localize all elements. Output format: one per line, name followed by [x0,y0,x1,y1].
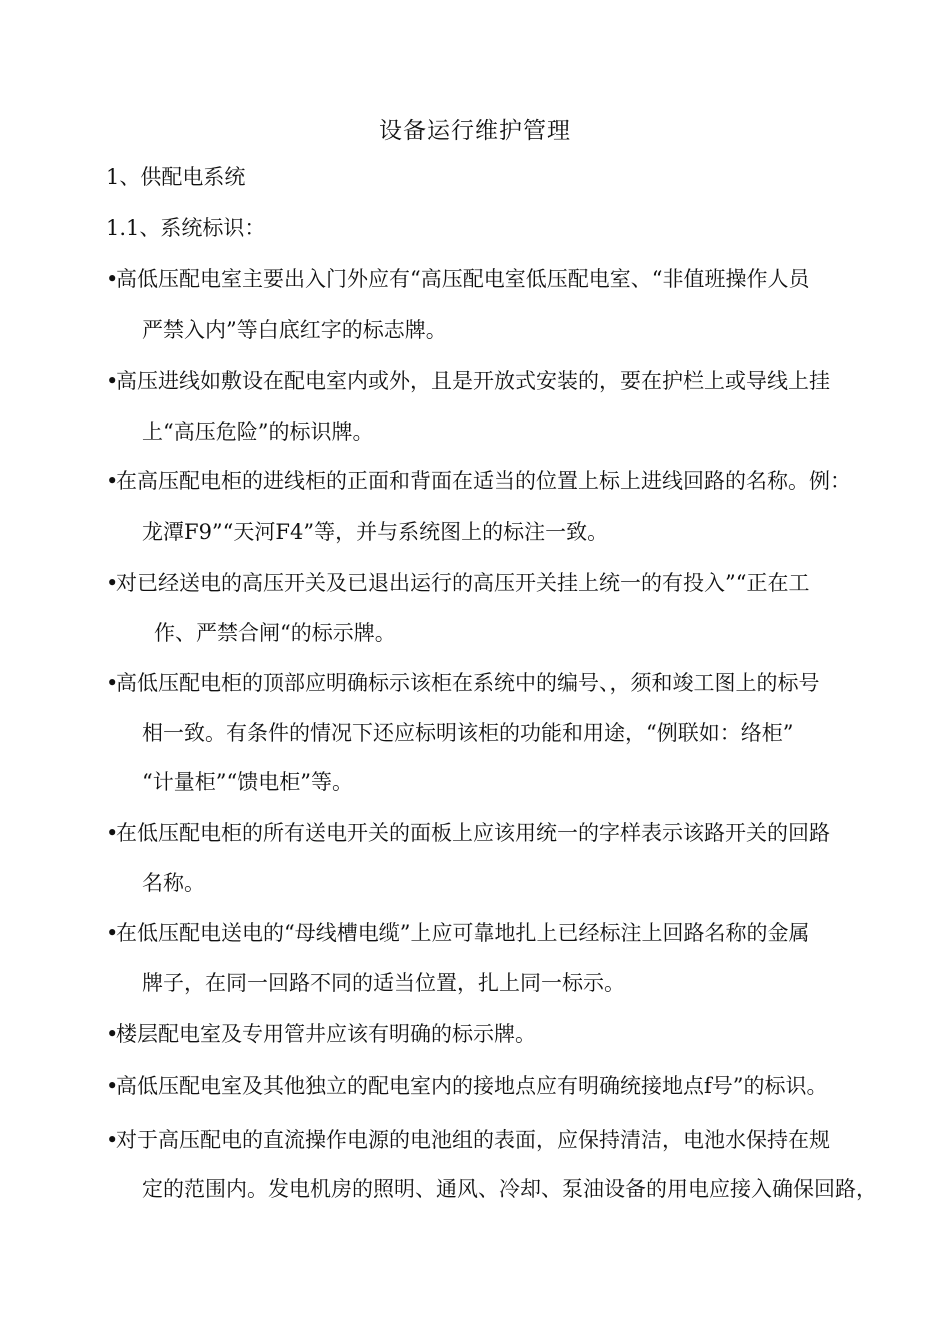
list-item-continuation: 上“高压危险”的标识牌。 [142,420,374,444]
list-item [106,668,820,698]
list-item-text: 高压进线如敷设在配电室内或外，且是开放式安装的，要在护栏上或导线上挂 [116,369,830,393]
list-item [106,818,830,848]
list-item-text: 楼层配电室及专用管井应该有明确的标示牌。 [116,1022,536,1046]
list-item-continuation: 牌子，在同一回路不同的适当位置，扎上同一标示。 [142,971,625,995]
list-item-text: 对已经送电的高压开关及已退出运行的高压开关挂上统一的有投入”“正在工 [116,571,810,595]
list-item-text: 高低压配电室主要出入门外应有“高压配电室低压配电室、“非值班操作人员 [116,267,810,291]
bullet-marker: • [106,821,119,845]
bullet-marker: • [106,1128,119,1152]
subsection-heading: 1.1、系统标识： [106,216,266,240]
list-item-continuation: “计量柜”“馈电柜”等。 [142,770,353,794]
list-item-text: 高低压配电室及其他独立的配电室内的接地点应有明确统接地点f号”的标识。 [116,1074,828,1098]
list-item [106,264,809,294]
list-item-text: 高低压配电柜的顶部应明确标示该柜在系统中的编号、，须和竣工图上的标号 [116,671,820,695]
section-heading: 1、供配电系统 [106,165,246,189]
list-item-continuation: 定的范围内。发电机房的照明、通风、冷却、泵油设备的用电应接入确保回路， [142,1177,877,1201]
bullet-marker: • [106,1074,119,1098]
list-item [106,1125,830,1155]
list-item-continuation: 名称。 [142,871,205,895]
list-item [106,568,809,598]
bullet-marker: • [106,1022,119,1046]
list-item-text: 在低压配电送电的“母线槽电缆”上应可靠地扎上已经标注上回路名称的金属 [116,921,810,945]
bullet-marker: • [106,921,119,945]
document-title: 设备运行维护管理 [379,118,571,144]
bullet-marker: • [106,671,119,695]
bullet-marker: • [106,469,119,493]
list-item [106,366,830,396]
list-item-continuation: 龙潭F9”“天河F4”等，并与系统图上的标注一致。 [142,520,609,544]
list-item-text: 在低压配电柜的所有送电开关的面板上应该用统一的字样表示该路开关的回路 [116,821,830,845]
list-item-continuation: 作、严禁合闸“的标示牌。 [154,621,396,645]
list-item [106,466,851,496]
list-item [106,1071,828,1101]
list-item-continuation: 严禁入内”等白底红字的标志牌。 [142,318,447,342]
list-item-text: 在高压配电柜的进线柜的正面和背面在适当的位置上标上进线回路的名称。例： [116,469,851,493]
bullet-marker: • [106,571,119,595]
list-item-continuation: 相一致。有条件的情况下还应标明该柜的功能和用途，“例联如：络柜” [142,721,794,745]
list-item [106,1019,536,1049]
bullet-marker: • [106,267,119,291]
list-item-text: 对于高压配电的直流操作电源的电池组的表面，应保持清洁，电池水保持在规 [116,1128,830,1152]
bullet-marker: • [106,369,119,393]
list-item [106,918,809,948]
